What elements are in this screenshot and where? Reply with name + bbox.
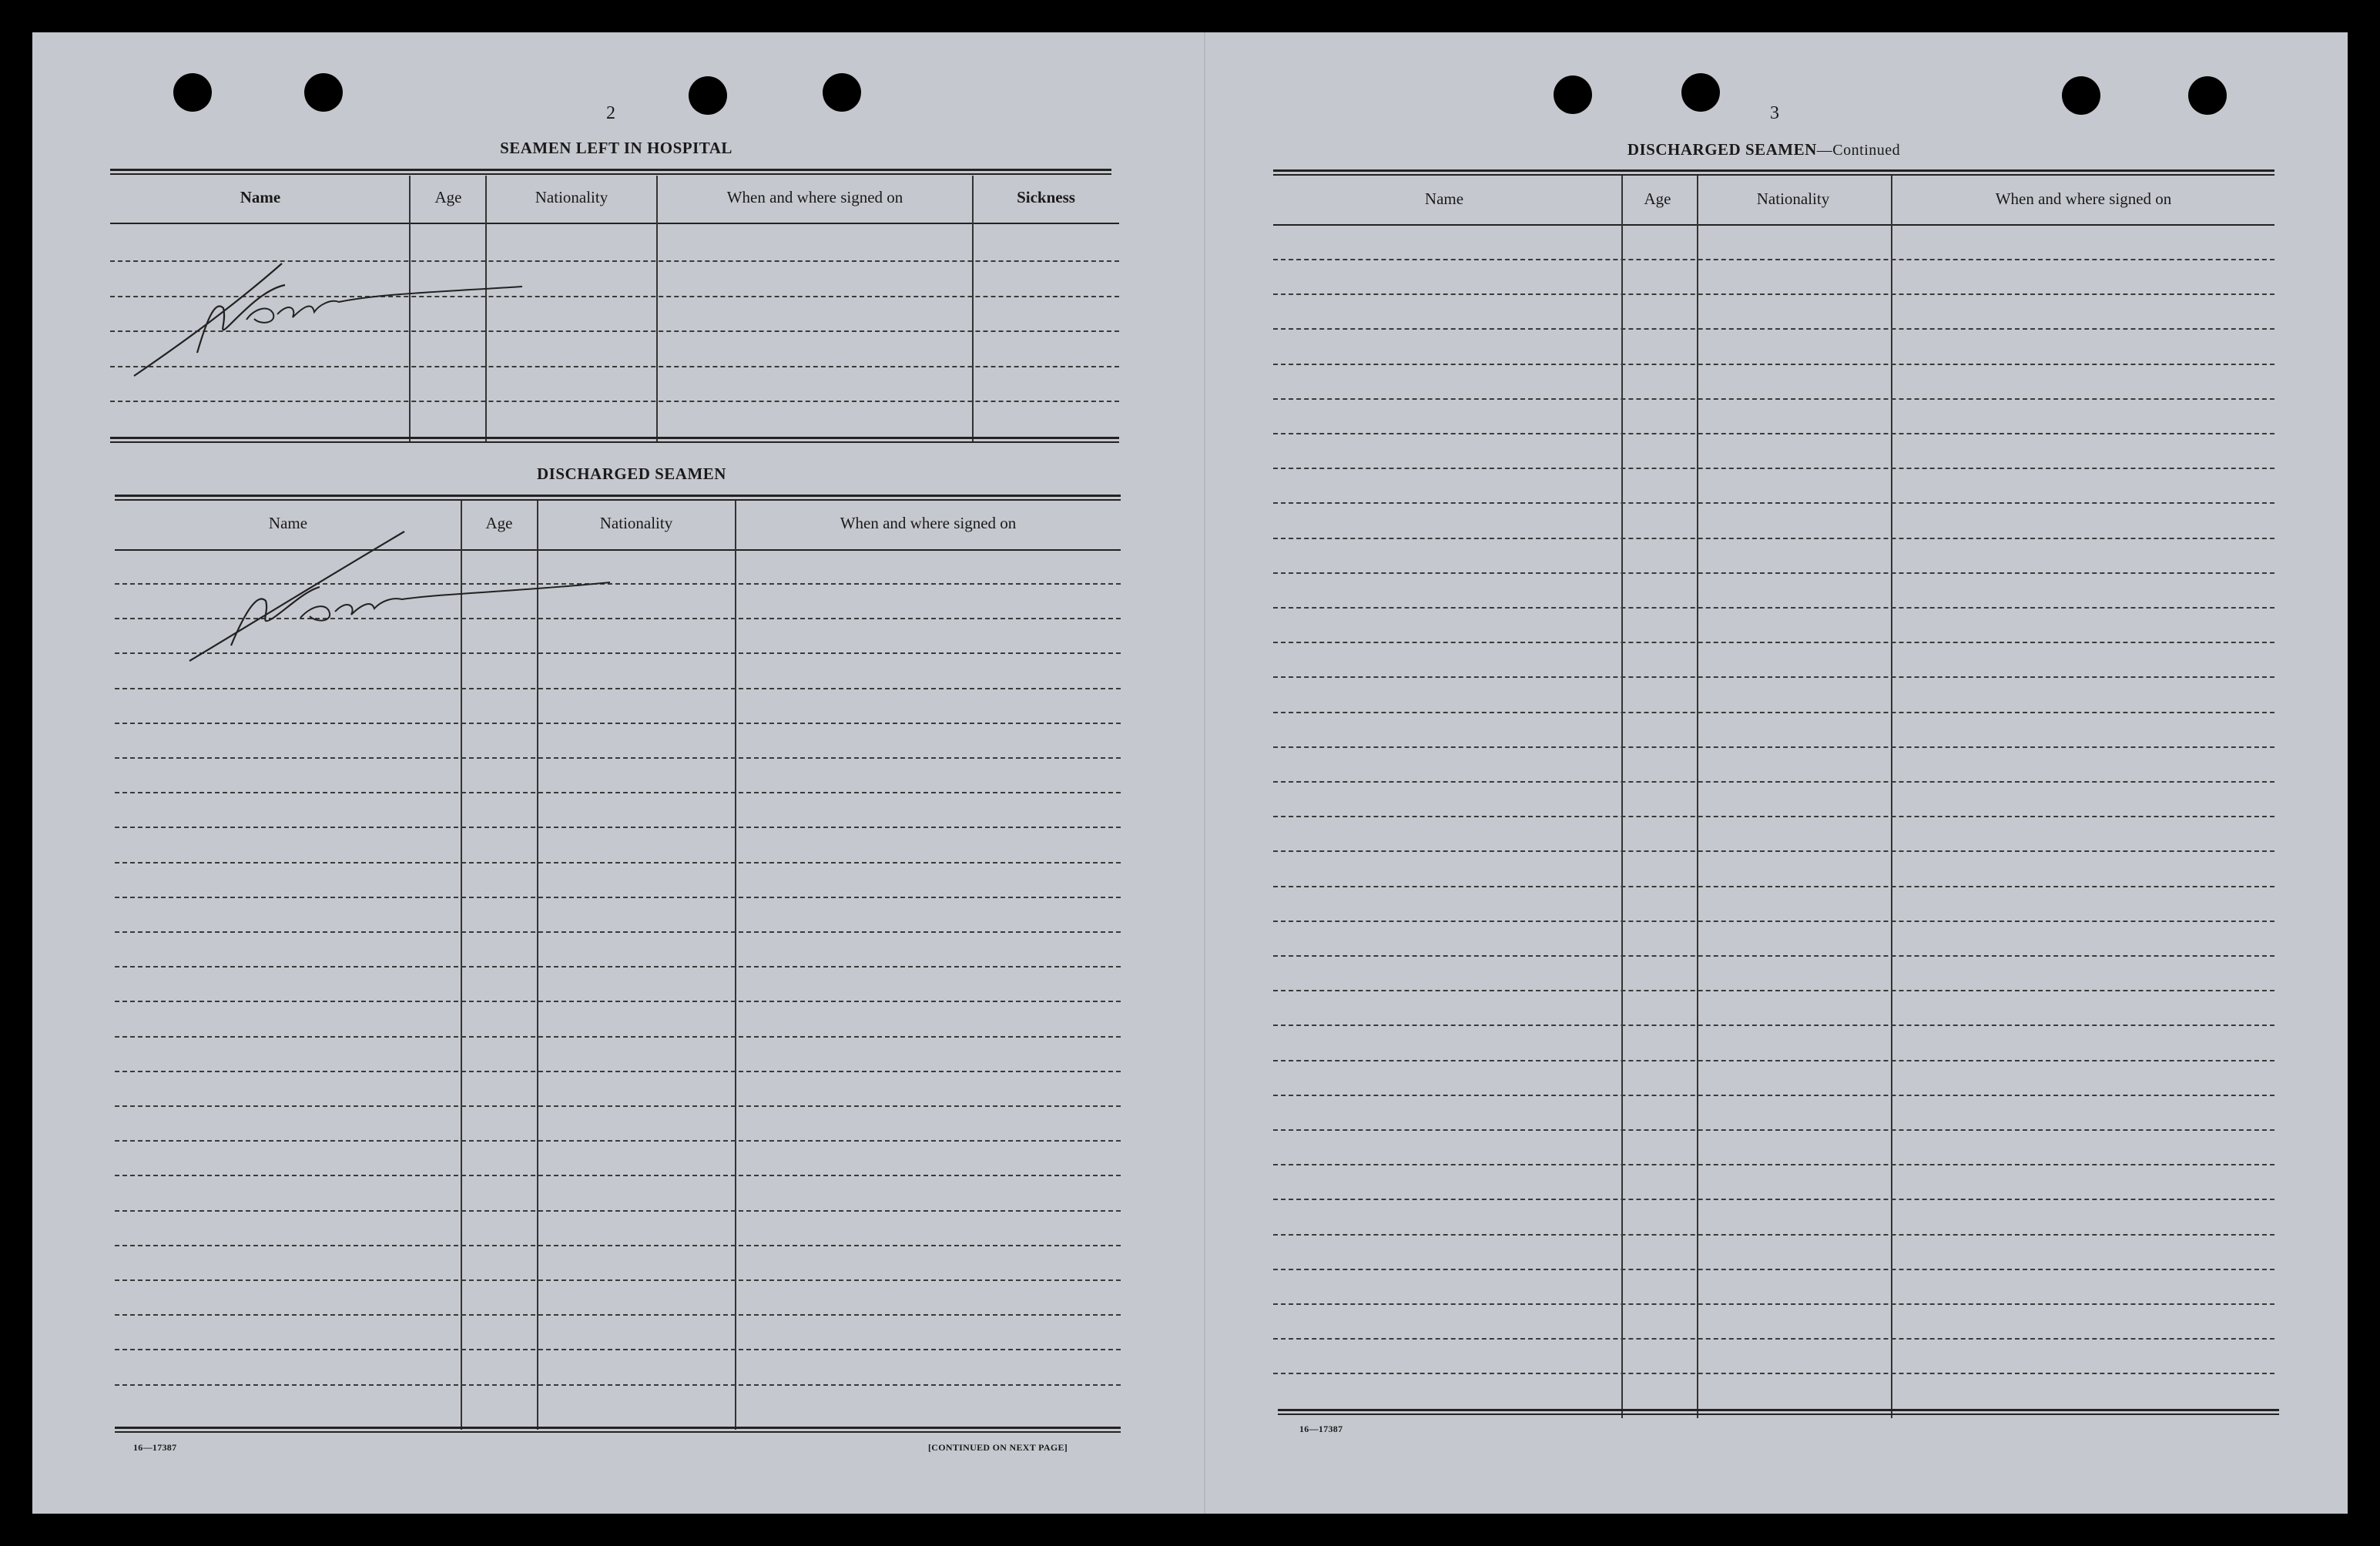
row-line <box>115 1140 1121 1142</box>
row-line <box>1273 712 2274 713</box>
row-line <box>115 966 1121 968</box>
page-fold <box>1204 32 1205 1514</box>
header-rule <box>1273 224 2274 226</box>
row-line <box>115 827 1121 828</box>
punch-hole <box>304 73 343 112</box>
row-line <box>115 1384 1121 1386</box>
row-line <box>1273 1095 2274 1096</box>
table-top-rule <box>1273 169 2274 176</box>
row-line <box>1273 1025 2274 1026</box>
column-divider <box>1891 176 1892 1418</box>
row-line <box>115 1105 1121 1107</box>
discharged-section-title: DISCHARGED SEAMEN <box>537 464 726 483</box>
row-line <box>1273 886 2274 887</box>
handwritten-none-entry <box>131 254 531 385</box>
punch-hole <box>173 73 212 112</box>
row-line <box>115 757 1121 759</box>
column-header-nationality: Nationality <box>599 514 673 532</box>
row-line <box>1273 816 2274 817</box>
row-line <box>1273 328 2274 330</box>
row-line <box>1273 1234 2274 1236</box>
column-header-age: Age <box>434 188 462 206</box>
row-line <box>1273 990 2274 991</box>
row-line <box>1273 1338 2274 1340</box>
row-line <box>1273 850 2274 852</box>
row-line <box>115 688 1121 689</box>
row-line <box>1273 1060 2274 1061</box>
row-line <box>115 1036 1121 1038</box>
row-line <box>1273 1129 2274 1131</box>
table-bottom-rule <box>115 1427 1121 1433</box>
row-line <box>115 897 1121 898</box>
punch-hole <box>823 73 861 112</box>
row-line <box>115 792 1121 793</box>
row-line <box>1273 1373 2274 1374</box>
row-line <box>1273 1269 2274 1270</box>
column-header-when-where: When and where signed on <box>840 514 1017 532</box>
column-header-when-where: When and where signed on <box>1995 189 2172 208</box>
row-line <box>115 1071 1121 1072</box>
row-line <box>115 862 1121 864</box>
row-line <box>1273 1199 2274 1200</box>
row-line <box>110 401 1119 402</box>
page-number: 2 <box>606 103 615 123</box>
row-line <box>1273 642 2274 643</box>
row-line <box>1273 538 2274 539</box>
punch-hole <box>2188 76 2227 115</box>
row-line <box>1273 364 2274 365</box>
page-number: 3 <box>1770 103 1779 123</box>
table-top-rule <box>115 495 1121 501</box>
header-rule <box>110 223 1119 224</box>
punch-hole <box>689 76 727 115</box>
row-line <box>1273 955 2274 957</box>
punch-hole <box>1554 75 1592 114</box>
row-line <box>115 1349 1121 1350</box>
column-header-nationality: Nationality <box>535 188 608 206</box>
row-line <box>115 1279 1121 1281</box>
column-header-nationality: Nationality <box>1756 189 1830 208</box>
column-header-age: Age <box>485 514 513 532</box>
section-title-suffix: —Continued <box>1816 142 1901 159</box>
row-line <box>115 1245 1121 1246</box>
row-line <box>1273 1303 2274 1305</box>
hospital-section-title: SEAMEN LEFT IN HOSPITAL <box>500 139 732 157</box>
row-line <box>1273 398 2274 400</box>
table-bottom-rule <box>1278 1409 2279 1415</box>
punch-hole <box>1681 73 1720 112</box>
row-line <box>1273 921 2274 922</box>
section-title-text: DISCHARGED SEAMEN <box>1627 140 1817 159</box>
row-line <box>1273 607 2274 609</box>
row-line <box>1273 572 2274 574</box>
column-divider <box>735 501 736 1430</box>
row-line <box>1273 746 2274 748</box>
column-header-age: Age <box>1644 189 1671 208</box>
row-line <box>1273 468 2274 469</box>
column-header-sickness: Sickness <box>1017 188 1075 206</box>
row-line <box>115 723 1121 724</box>
row-line <box>1273 293 2274 295</box>
column-header-name: Name <box>268 514 308 532</box>
row-line <box>115 931 1121 933</box>
row-line <box>1273 259 2274 260</box>
row-line <box>115 1210 1121 1212</box>
table-bottom-rule <box>110 437 1119 443</box>
handwritten-none-entry <box>185 532 616 670</box>
row-line <box>1273 502 2274 504</box>
discharged-continued-title <box>1540 140 1987 159</box>
row-line <box>1273 433 2274 434</box>
column-header-when-where: When and where signed on <box>726 188 903 206</box>
row-line <box>1273 676 2274 678</box>
row-line <box>1273 1164 2274 1165</box>
row-line <box>115 1001 1121 1002</box>
continued-note: [CONTINUED ON NEXT PAGE] <box>928 1442 1068 1453</box>
column-divider <box>1621 176 1623 1418</box>
table-top-rule <box>110 169 1111 175</box>
form-number: 16—17387 <box>1299 1424 1343 1434</box>
row-line <box>115 1314 1121 1316</box>
row-line <box>115 1175 1121 1176</box>
column-header-name: Name <box>1424 189 1464 208</box>
row-line <box>1273 781 2274 783</box>
form-number: 16—17387 <box>133 1442 177 1453</box>
column-header-name: Name <box>240 188 281 206</box>
column-divider <box>1697 176 1698 1418</box>
punch-hole <box>2062 76 2100 115</box>
